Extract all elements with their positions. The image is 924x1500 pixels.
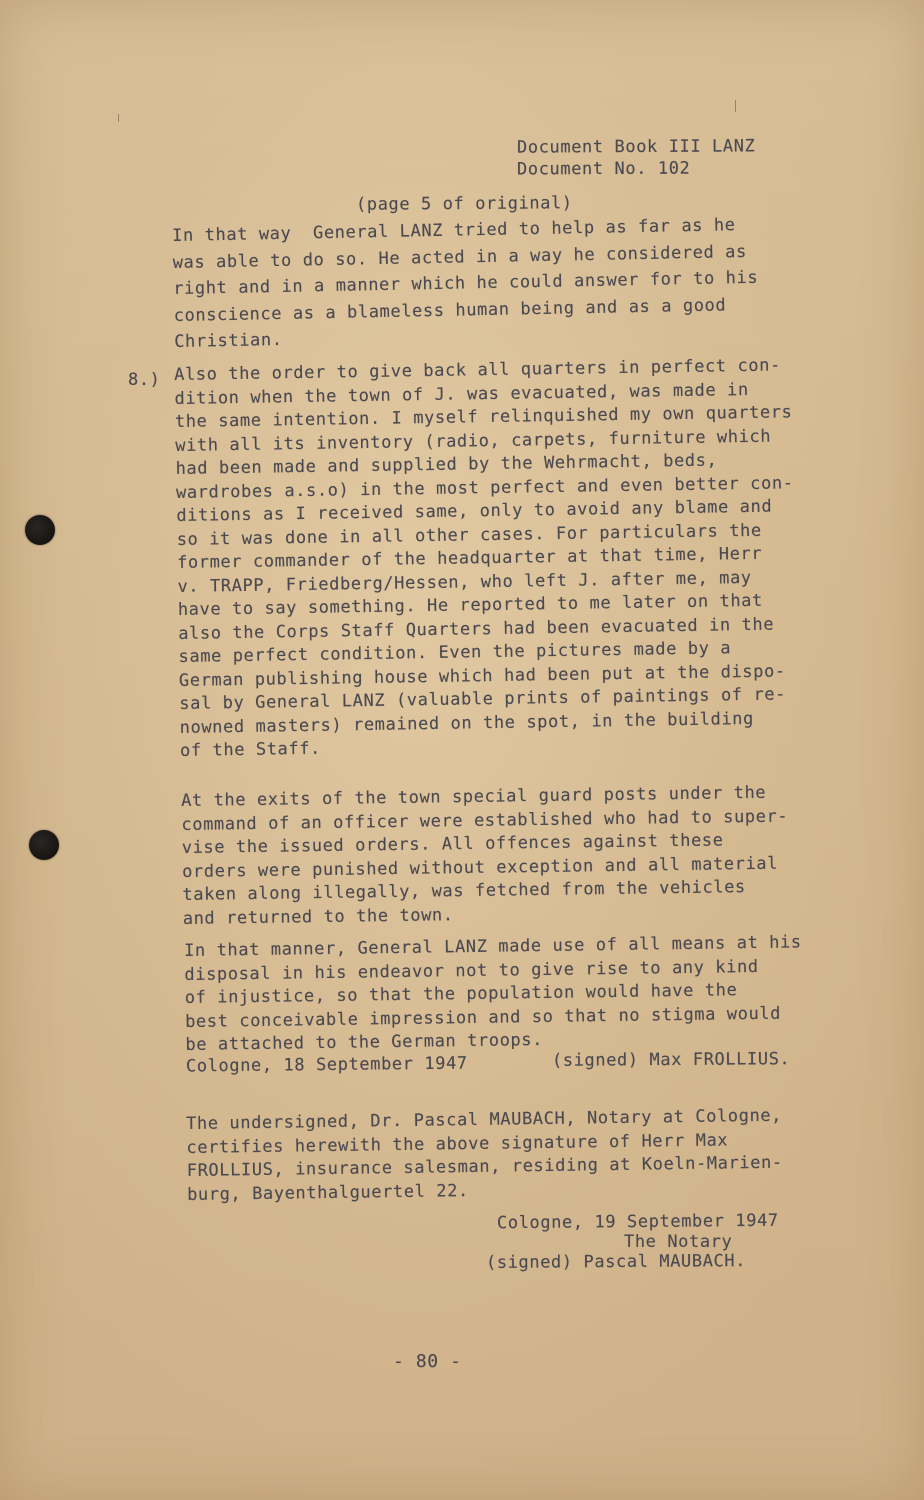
text-line: wardrobes a.s.o) in the most perfect and even better con- xyxy=(175,472,794,503)
paragraph-manner xyxy=(184,931,866,1058)
punch-hole-lower xyxy=(29,830,59,860)
text-line: and returned to the town. xyxy=(182,904,454,929)
document-book-title: Document Book III LANZ xyxy=(516,136,756,158)
text-line: right and in a manner which he could answer for to his xyxy=(173,267,759,299)
text-line: former commander of the headquarter at that time, Herr xyxy=(176,543,763,573)
text-line: also the Corps Staff Quarters had been evacuated in the xyxy=(178,614,775,644)
notary-title: The Notary xyxy=(624,1232,733,1252)
text-line: At the exits of the town special guard posts under the xyxy=(181,782,767,811)
text-line: Also the order to give back all quarters in perfect con- xyxy=(174,355,782,385)
text-line: v. TRAPP, Friedberg/Hessen, who left J. after me, may xyxy=(177,567,752,597)
text-line: ditions as I received same, only to avoid any blame and xyxy=(176,496,773,526)
page-number: - 80 - xyxy=(393,1351,462,1372)
edge-mark xyxy=(118,114,119,122)
notary-place-date: Cologne, 19 September 1947 xyxy=(496,1210,779,1234)
text-line: of injustice, so that the population would have the xyxy=(184,980,738,1008)
page-reference: (page 5 of original) xyxy=(355,193,573,215)
text-line: so it was done in all other cases. For particulars the xyxy=(176,520,762,550)
text-line: with all its inventory (radio, carpets, furniture which xyxy=(175,426,772,456)
text-line: taken along illegally, was fetched from the vehicles xyxy=(182,877,746,905)
text-line: the same intention. I myself relinquished my own quarters xyxy=(174,402,793,432)
notary-signed: (signed) Pascal MAUBACH. xyxy=(485,1251,747,1273)
text-line: have to say something. He reported to me later on that xyxy=(177,590,764,620)
text-line: dition when the town of J. was evacuated, was made in xyxy=(174,379,749,409)
text-line: In that way General LANZ tried to help as far as he xyxy=(172,215,736,246)
text-line: best conceivable impression and so that no stigma would xyxy=(184,1003,782,1032)
punch-hole-upper xyxy=(25,515,55,545)
text-line: disposal in his endeavor not to give rise to any kind xyxy=(184,956,759,985)
text-line: was able to do so. He acted in a way he considered as xyxy=(172,241,748,273)
text-line: nowned masters) remained on the spot, in the building xyxy=(179,708,755,738)
text-line: certifies herewith the above signature of Herr Max xyxy=(186,1129,729,1158)
section-number: 8.) xyxy=(128,370,161,390)
text-line: vise the issued orders. All offences against these xyxy=(181,830,724,858)
text-line: of the Staff. xyxy=(179,738,322,761)
text-line: had been made and supplied by the Wehrmacht, beds, xyxy=(175,450,718,479)
text-line: sal by General LANZ (valuable prints of paintings of re- xyxy=(179,684,787,714)
text-line: Christian. xyxy=(174,329,283,352)
paragraph-8 xyxy=(174,353,850,763)
paragraph-exits xyxy=(181,781,843,931)
paragraph-intro xyxy=(172,212,834,352)
edge-mark xyxy=(735,100,736,112)
signature-signed: (signed) Max FROLLIUS. xyxy=(551,1049,791,1071)
document-number: Document No. 102 xyxy=(516,158,691,180)
text-line: conscience as a blameless human being and as a good xyxy=(173,294,727,326)
text-line: The undersigned, Dr. Pascal MAUBACH, Notary at Cologne, xyxy=(186,1105,783,1134)
text-line: In that manner, General LANZ made use of all means at his xyxy=(184,932,802,961)
text-line: command of an officer were established who had to super- xyxy=(181,806,789,835)
signature-place-date: Cologne, 18 September 1947 xyxy=(185,1053,468,1077)
text-line: FROLLIUS, insurance salesman, residing at Koeln-Marien- xyxy=(186,1152,783,1181)
text-line: be attached to the German troops. xyxy=(185,1029,544,1055)
text-line: German publishing house which had been put at the dispo- xyxy=(178,660,786,691)
text-line: burg, Bayenthalguertel 22. xyxy=(186,1180,469,1205)
text-line: same perfect condition. Even the pictures made by a xyxy=(178,638,732,667)
notary-paragraph xyxy=(186,1104,847,1207)
text-line: orders were punished without exception and all material xyxy=(181,853,779,882)
